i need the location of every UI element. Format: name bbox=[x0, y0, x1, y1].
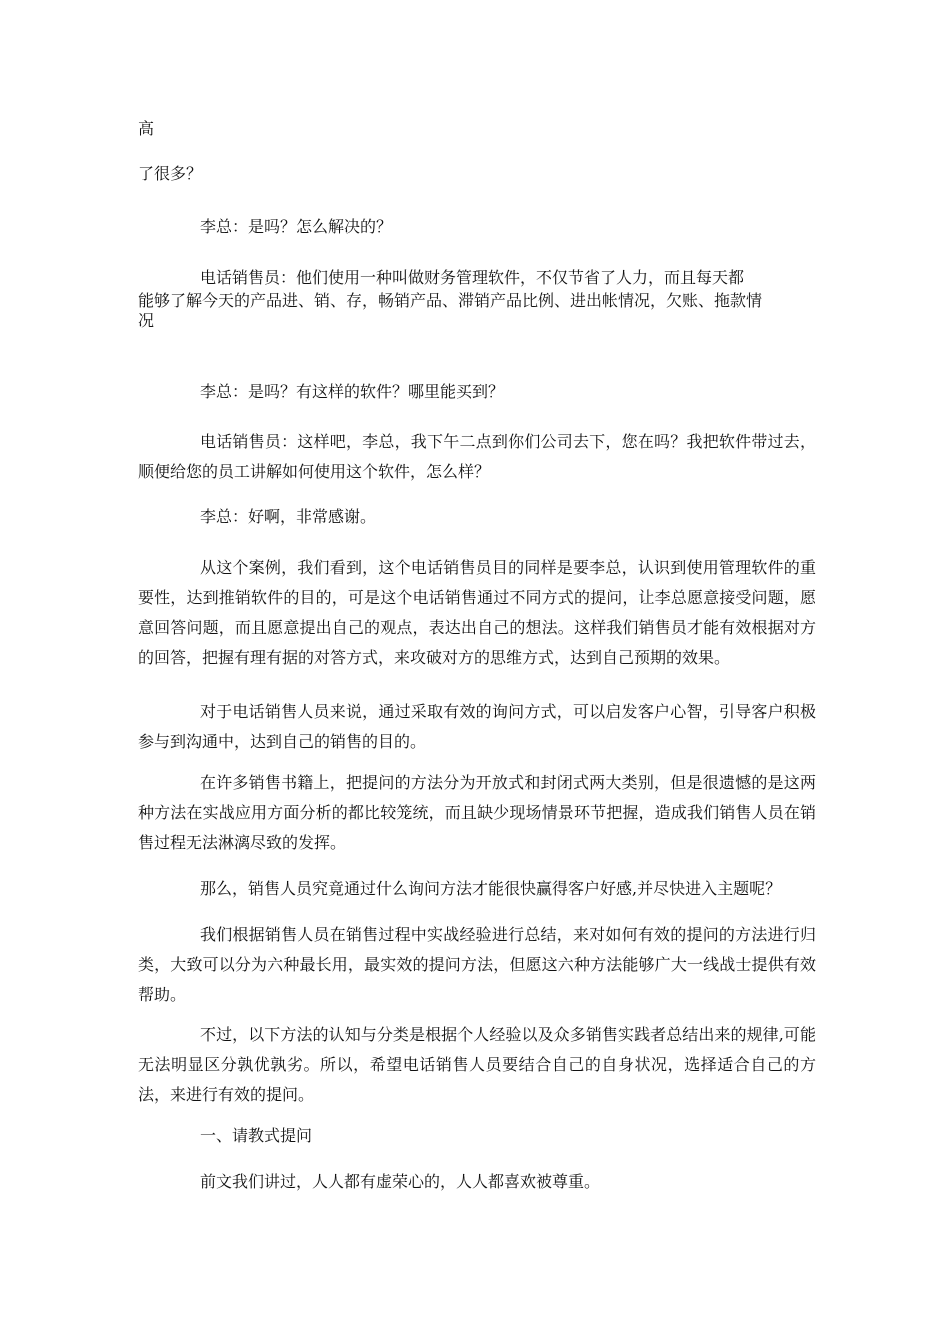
text-fragment: 高 bbox=[138, 119, 155, 138]
paragraph-vanity: 前文我们讲过，人人都有虚荣心的，人人都喜欢被尊重。 bbox=[200, 1172, 601, 1191]
paragraph-effective-inquiry: 对于电话销售人员来说，通过采取有效的询问方式，可以启发客户心智，引导客户积极参与到沟通中，达到自己的销售的目的。 bbox=[138, 702, 816, 751]
dialogue-sales-1-line-3: 况 bbox=[138, 311, 155, 330]
dialogue-sales-1-line-1: 电话销售员：他们使用一种叫做财务管理软件，不仅节省了人力，而且每天都 bbox=[200, 268, 745, 287]
paragraph-case-analysis: 从这个案例，我们看到，这个电话销售员目的同样是要李总，认识到使用管理软件的重要性，达到推销软件的目的，可是这个电话销售通过不同方式的提问，让李总愿意接受问题，愿意回答问题，而且愿意提出自己的观点，表达出自己的想法。这样我们销售员才能有效根据对方的回答，把握有理有据的对答方式，来攻破对方的思维方式，达到自己预期的效果。 bbox=[138, 558, 816, 667]
section-heading: 一、请教式提问 bbox=[200, 1126, 313, 1145]
dialogue-li-1: 李总：是吗？怎么解决的？ bbox=[200, 217, 393, 236]
paragraph-however: 不过，以下方法的认知与分类是根据个人经验以及众多销售实践者总结出来的规律,可能无法明显区分孰优孰劣。所以，希望电话销售人员要结合自己的自身状况，选择适合自己的方法，来进行有效的提问。 bbox=[138, 1025, 816, 1104]
dialogue-li-3: 李总：好啊，非常感谢。 bbox=[200, 507, 377, 526]
paragraph-sales-books: 在许多销售书籍上，把提问的方法分为开放式和封闭式两大类别，但是很遗憾的是这两种方法在实战应用方面分析的都比较笼统，而且缺少现场情景环节把握，造成我们销售人员在销售过程无法淋漓尽致的发挥。 bbox=[138, 773, 816, 852]
dialogue-li-2: 李总：是吗？有这样的软件？哪里能买到？ bbox=[200, 382, 505, 401]
dialogue-sales-2: 电话销售员：这样吧，李总，我下午二点到你们公司去下，您在吗？我把软件带过去，顺便给您的员工讲解如何使用这个软件，怎么样？ bbox=[138, 432, 816, 481]
text-fragment: 了很多？ bbox=[138, 164, 203, 183]
dialogue-sales-1-line-2: 能够了解今天的产品进、销、存，畅销产品、滞销产品比例、进出帐情况，欠账、拖款情 bbox=[138, 291, 763, 310]
paragraph-summary: 我们根据销售人员在销售过程中实战经验进行总结，来对如何有效的提问的方法进行归类，大致可以分为六种最长用，最实效的提问方法，但愿这六种方法能够广大一线战士提供有效帮助。 bbox=[138, 925, 816, 1004]
paragraph-question: 那么，销售人员究竟通过什么询问方法才能很快赢得客户好感,并尽快进入主题呢？ bbox=[200, 879, 782, 898]
